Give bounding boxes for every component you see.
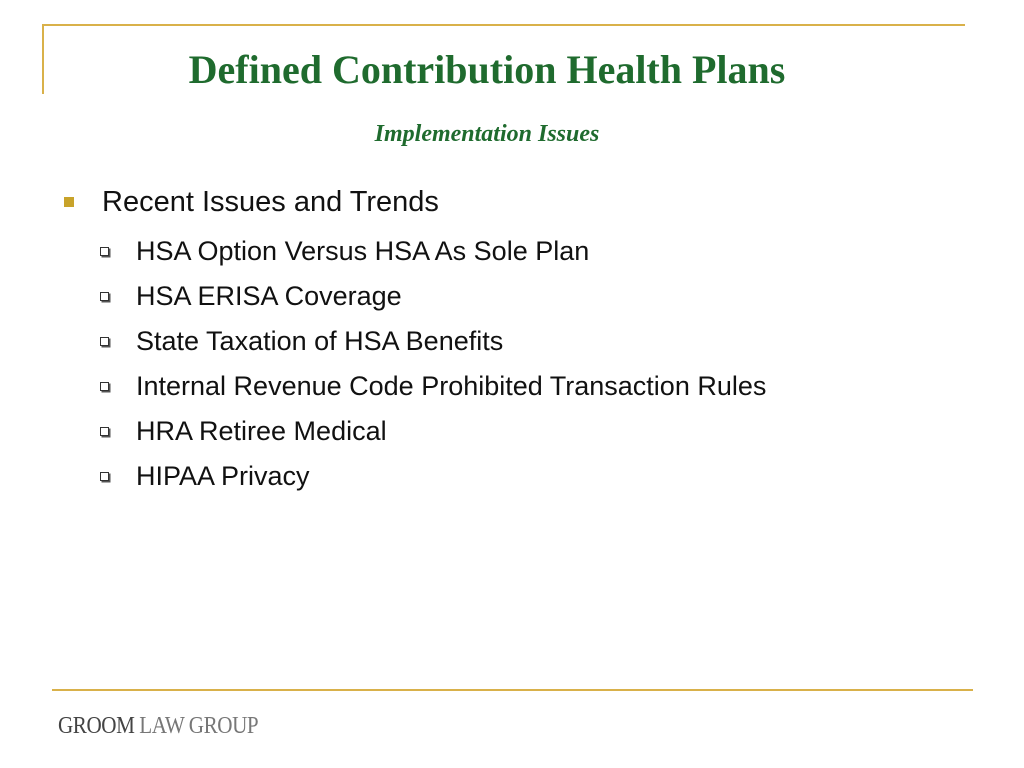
sub-bullet-item	[98, 274, 766, 319]
sub-bullet-text: HSA ERISA Coverage	[136, 281, 402, 311]
sub-bullet-item	[98, 409, 766, 454]
bullet-text: Recent Issues and Trends	[102, 185, 439, 218]
frame-top-line	[42, 24, 965, 26]
groom-law-group-logo	[58, 713, 258, 740]
hollow-square-bullet-icon	[100, 427, 109, 436]
hollow-square-bullet-icon	[100, 247, 109, 256]
logo-text-groom: GROOM	[58, 713, 135, 739]
hollow-square-bullet-icon	[100, 382, 109, 391]
logo-text-law-group: LAW GROUP	[134, 713, 259, 739]
sub-bullet-item	[98, 454, 766, 499]
hollow-square-bullet-icon	[100, 472, 109, 481]
hollow-square-bullet-icon	[100, 292, 109, 301]
sub-bullet-text: State Taxation of HSA Benefits	[136, 326, 504, 356]
square-bullet-icon	[64, 197, 74, 207]
sub-bullet-item	[98, 364, 766, 409]
slide-subtitle: Implementation Issues	[374, 121, 600, 147]
sub-bullet-item	[98, 229, 766, 274]
sub-bullet-text: HSA Option Versus HSA As Sole Plan	[136, 236, 590, 266]
sub-bullet-text: Internal Revenue Code Prohibited Transaction Rules	[136, 371, 767, 401]
slide-title: Defined Contribution Health Plans	[188, 47, 786, 92]
sub-bullet-item	[98, 319, 766, 364]
sub-bullet-text: HRA Retiree Medical	[136, 416, 387, 446]
sub-bullet-list	[98, 229, 766, 499]
bullet-item	[64, 184, 439, 220]
sub-bullet-text: HIPAA Privacy	[136, 461, 310, 491]
footer-divider	[52, 689, 973, 691]
hollow-square-bullet-icon	[100, 337, 109, 346]
